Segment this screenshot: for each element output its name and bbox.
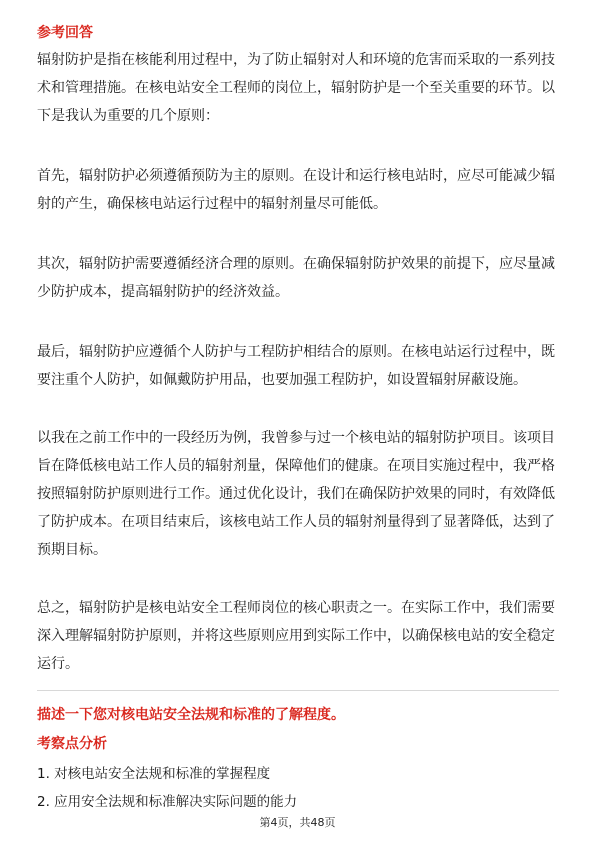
- answer-paragraph-intro: 辐射防护是指在核能利用过程中，为了防止辐射对人和环境的危害而采取的一系列技术和管理措施。在核电站安全工程师的岗位上，辐射防护是一个至关重要的环节。以下是我认为重要的几个原则：: [37, 52, 555, 124]
- analysis-title: 考察点分析: [37, 736, 107, 752]
- analysis-point: 2. 应用安全法规和标准解决实际问题的能力: [37, 794, 298, 810]
- answer-paragraph-second: 其次，辐射防护需要遵循经济合理的原则。在确保辐射防护效果的前提下，应尽量减少防护成本，提高辐射防护的经济效益。: [37, 256, 555, 300]
- analysis-points-list: [37, 760, 297, 816]
- analysis-point: 1. 对核电站安全法规和标准的掌握程度: [37, 766, 271, 782]
- answer-paragraph-first: 首先，辐射防护必须遵循预防为主的原则。在设计和运行核电站时，应尽可能减少辐射的产生，确保核电站运行过程中的辐射剂量尽可能低。: [37, 168, 555, 212]
- answer-paragraph-summary: 总之，辐射防护是核电站安全工程师岗位的核心职责之一。在实际工作中，我们需要深入理解辐射防护原则，并将这些原则应用到实际工作中，以确保核电站的安全稳定运行。: [37, 600, 555, 672]
- next-question-title: 描述一下您对核电站安全法规和标准的了解程度。: [37, 707, 345, 723]
- section-divider: [37, 690, 559, 691]
- answer-paragraph-example: 以我在之前工作中的一段经历为例，我曾参与过一个核电站的辐射防护项目。该项目旨在降低核电站工作人员的辐射剂量，保障他们的健康。在项目实施过程中，我严格按照辐射防护原则进行工作。通过优化设计，我们在确保防护效果的同时，有效降低了防护成本。在项目结束后，该核电站工作人员的辐射剂量得到了显著降低，达到了预期目标。: [37, 430, 555, 558]
- answer-paragraph-last: 最后，辐射防护应遵循个人防护与工程防护相结合的原则。在核电站运行过程中，既要注重个人防护，如佩戴防护用品，也要加强工程防护，如设置辐射屏蔽设施。: [37, 344, 555, 388]
- reference-answer-title: 参考回答: [37, 25, 93, 41]
- page-number-footer: 第4页，共48页: [259, 816, 336, 829]
